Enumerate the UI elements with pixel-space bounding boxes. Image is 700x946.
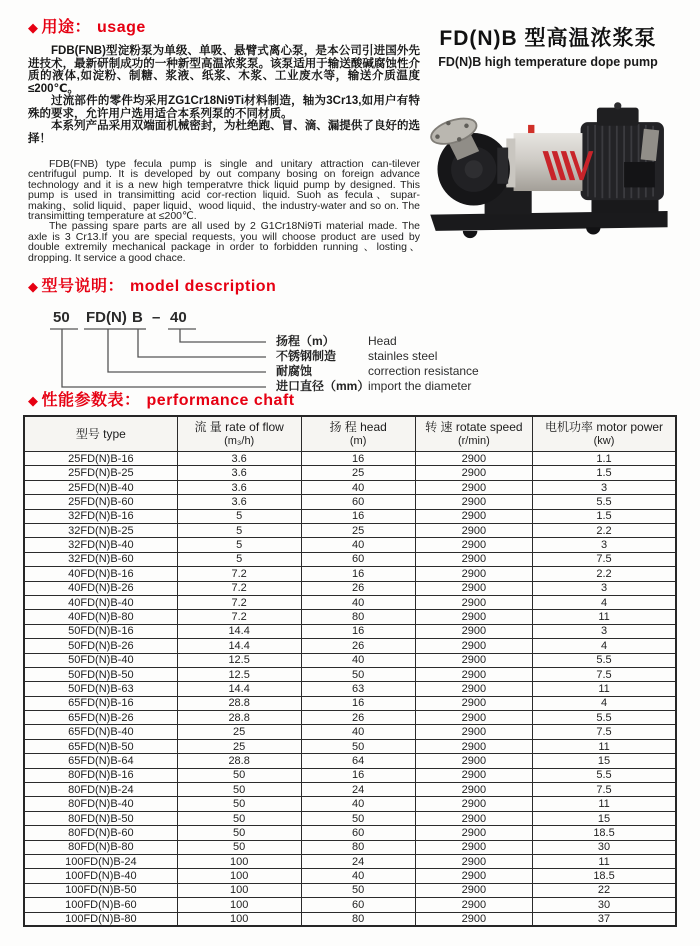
usage-text-cn [28,45,420,145]
model-label-cn: 扬程（m） [276,334,335,349]
cell-pump-type: 50FD(N)B-16 [24,624,177,638]
cell-value: 2900 [415,495,532,509]
column-header-2: 流 量 rate of flow (m₃/h) [177,416,301,452]
cell-value: 40 [301,480,415,494]
cell-value: 11 [533,855,676,869]
cell-value: 2.2 [533,567,676,581]
table-row [24,466,676,480]
cell-value: 16 [301,567,415,581]
table-row [24,581,676,595]
cell-value: 7.5 [533,783,676,797]
cell-value: 2900 [415,912,532,926]
table-row [24,538,676,552]
cell-value: 14.4 [177,624,301,638]
model-heading-en: model description [130,278,277,296]
cell-value: 100 [177,912,301,926]
cell-value: 24 [301,855,415,869]
usage-text-en [28,159,420,263]
cell-value: 7.2 [177,581,301,595]
model-code-head: 40 [170,309,187,327]
cell-value: 12.5 [177,667,301,681]
cell-value: 50 [177,783,301,797]
cell-value: 7.5 [533,552,676,566]
table-row [24,509,676,523]
model-label-cn: 不锈钢制造 [276,349,337,364]
model-description-heading [28,277,676,297]
table-row [24,452,676,466]
cell-value: 80 [301,912,415,926]
model-label-en: stainles steel [368,349,438,364]
cell-value: 100 [177,855,301,869]
cell-value: 30 [533,840,676,854]
cell-value: 2900 [415,667,532,681]
usage-heading-cn: 用途： [41,19,92,36]
cell-value: 80 [301,840,415,854]
cell-pump-type: 100FD(N)B-60 [24,898,177,912]
cell-value: 28.8 [177,696,301,710]
diamond-icon: ◆ [28,393,39,409]
table-row [24,610,676,624]
cell-pump-type: 80FD(N)B-50 [24,811,177,825]
cell-value: 2900 [415,639,532,653]
cell-value: 60 [301,495,415,509]
cell-value: 22 [533,883,676,897]
table-row [24,624,676,638]
cell-pump-type: 32FD(N)B-25 [24,524,177,538]
cell-value: 2900 [415,797,532,811]
cell-value: 24 [301,783,415,797]
cell-pump-type: 40FD(N)B-40 [24,595,177,609]
cell-value: 3 [533,624,676,638]
table-row [24,754,676,768]
usage-column [28,18,420,263]
performance-heading-en: performance chaft [146,392,295,410]
cell-value: 16 [301,624,415,638]
cell-value: 40 [301,538,415,552]
table-row [24,696,676,710]
cell-value: 15 [533,754,676,768]
cell-value: 26 [301,639,415,653]
model-connector-lines [28,301,668,394]
cell-value: 2900 [415,739,532,753]
cell-value: 2900 [415,682,532,696]
cell-value: 40 [301,869,415,883]
cell-value: 2900 [415,768,532,782]
cell-value: 2900 [415,754,532,768]
cell-value: 26 [301,581,415,595]
cell-pump-type: 80FD(N)B-24 [24,783,177,797]
table-row [24,725,676,739]
cell-pump-type: 80FD(N)B-40 [24,797,177,811]
cell-value: 2900 [415,624,532,638]
cell-pump-type: 50FD(N)B-40 [24,653,177,667]
cell-value: 25 [177,739,301,753]
diamond-icon: ◆ [28,279,39,295]
cell-pump-type: 65FD(N)B-26 [24,711,177,725]
cell-value: 28.8 [177,754,301,768]
cell-value: 25 [301,466,415,480]
cell-pump-type: 25FD(N)B-16 [24,452,177,466]
cell-value: 37 [533,912,676,926]
performance-heading [28,391,676,411]
cell-value: 50 [177,840,301,854]
cell-value: 4 [533,639,676,653]
cell-pump-type: 32FD(N)B-60 [24,552,177,566]
usage-paragraph-cn-2: 过流部件的零件均采用ZG1Cr18Ni9Ti材料制造，轴为3Cr13,如用户有特殊的要求，允许用户选用适合本系列泵的不同材质。 [28,95,420,120]
cell-value: 63 [301,682,415,696]
cell-value: 4 [533,595,676,609]
model-label-en: correction resistance [368,364,479,379]
usage-heading-en: usage [97,19,146,36]
cell-value: 3.6 [177,466,301,480]
cell-value: 40 [301,653,415,667]
cell-value: 60 [301,898,415,912]
table-row [24,524,676,538]
cell-pump-type: 50FD(N)B-26 [24,639,177,653]
table-row [24,883,676,897]
cell-value: 18.5 [533,869,676,883]
cell-pump-type: 50FD(N)B-63 [24,682,177,696]
product-title-block [438,22,657,69]
cell-value: 100 [177,898,301,912]
model-label-cn: 进口直径（mm） [276,379,370,394]
cell-value: 50 [301,811,415,825]
cell-value: 2900 [415,452,532,466]
cell-value: 5.5 [533,495,676,509]
cell-value: 100 [177,883,301,897]
cell-value: 2900 [415,552,532,566]
cell-value: 11 [533,797,676,811]
cell-value: 2900 [415,653,532,667]
cell-value: 14.4 [177,639,301,653]
cell-value: 3 [533,581,676,595]
cell-value: 5 [177,538,301,552]
cell-value: 1.1 [533,452,676,466]
cell-value: 80 [301,610,415,624]
table-row [24,480,676,494]
cell-pump-type: 80FD(N)B-80 [24,840,177,854]
product-title-cn: FD(N)B 型高温浓浆泵 [439,27,657,50]
model-code-dash: – [152,309,161,327]
cell-value: 16 [301,452,415,466]
cell-value: 7.2 [177,610,301,624]
cell-value: 2900 [415,840,532,854]
cell-pump-type: 100FD(N)B-40 [24,869,177,883]
cell-value: 2900 [415,524,532,538]
usage-paragraph-cn-3: 本系列产品采用双端面机械密封，为杜绝跑、冒、滴、漏提供了良好的选择！ [28,120,420,145]
title-and-photo-column [420,18,676,263]
cell-value: 40 [301,797,415,811]
cell-value: 50 [177,811,301,825]
cell-value: 5.5 [533,768,676,782]
table-row [24,898,676,912]
cell-value: 11 [533,610,676,624]
product-title-en: FD(N)B high temperature dope pump [438,55,658,69]
cell-value: 5 [177,509,301,523]
cell-pump-type: 50FD(N)B-50 [24,667,177,681]
cell-value: 2900 [415,595,532,609]
usage-paragraph-en-2: The passing spare parts are all used by 2 G1Cr18Ni9Ti material made. The axle is 3 Cr13.If you are special requests, you will choose product are used by double extremily mechanical package in order to forbidden running 、losting、dropping. It service a good chace. [28,220,420,264]
performance-heading-cn: 性能参数表： [41,392,141,410]
cell-value: 60 [301,826,415,840]
pump-photo-wrap [421,95,675,254]
column-header-5: 电机功率 motor power (kw) [533,416,676,452]
table-row [24,639,676,653]
cell-pump-type: 25FD(N)B-40 [24,480,177,494]
cell-value: 7.2 [177,595,301,609]
diamond-icon: ◆ [28,20,39,35]
cell-value: 11 [533,682,676,696]
cell-value: 5.5 [533,653,676,667]
table-header-row [24,416,676,452]
cell-pump-type: 100FD(N)B-50 [24,883,177,897]
table-row [24,552,676,566]
cell-value: 50 [301,883,415,897]
cell-value: 40 [301,595,415,609]
top-section [28,18,676,263]
cell-pump-type: 100FD(N)B-24 [24,855,177,869]
model-code-series: FD(N) [86,309,127,327]
table-row [24,667,676,681]
cell-value: 16 [301,768,415,782]
cell-value: 7.2 [177,567,301,581]
cell-value: 2900 [415,883,532,897]
model-code-material: B [132,309,143,327]
cell-value: 1.5 [533,466,676,480]
table-row [24,653,676,667]
cell-value: 14.4 [177,682,301,696]
cell-value: 25 [177,725,301,739]
table-row [24,855,676,869]
cell-value: 5 [177,524,301,538]
cell-value: 2900 [415,869,532,883]
cell-value: 50 [177,768,301,782]
cell-value: 30 [533,898,676,912]
table-row [24,840,676,854]
column-header-3: 扬 程 head (m) [301,416,415,452]
cell-value: 100 [177,869,301,883]
table-row [24,595,676,609]
cell-value: 3.6 [177,480,301,494]
cell-value: 3 [533,480,676,494]
cell-value: 3.6 [177,495,301,509]
cell-value: 2900 [415,725,532,739]
cell-value: 16 [301,696,415,710]
cell-value: 15 [533,811,676,825]
table-row [24,495,676,509]
table-row [24,912,676,926]
cell-pump-type: 80FD(N)B-16 [24,768,177,782]
cell-value: 7.5 [533,725,676,739]
cell-value: 2900 [415,480,532,494]
column-header-1: 型号 type [24,416,177,452]
cell-pump-type: 40FD(N)B-80 [24,610,177,624]
cell-value: 25 [301,524,415,538]
cell-value: 28.8 [177,711,301,725]
cell-value: 50 [301,667,415,681]
cell-pump-type: 65FD(N)B-50 [24,739,177,753]
cell-value: 12.5 [177,653,301,667]
cell-pump-type: 65FD(N)B-64 [24,754,177,768]
cell-pump-type: 40FD(N)B-16 [24,567,177,581]
cell-value: 64 [301,754,415,768]
table-row [24,567,676,581]
cell-value: 16 [301,509,415,523]
cell-value: 1.5 [533,509,676,523]
cell-pump-type: 65FD(N)B-16 [24,696,177,710]
table-row [24,797,676,811]
cell-value: 2900 [415,855,532,869]
model-label-en: Head [368,334,397,349]
cell-pump-type: 80FD(N)B-60 [24,826,177,840]
cell-value: 60 [301,552,415,566]
column-header-4: 转 速 rotate speed (r/min) [415,416,532,452]
cell-value: 2900 [415,538,532,552]
performance-table [23,415,677,927]
cell-value: 18.5 [533,826,676,840]
cell-value: 2900 [415,696,532,710]
cell-value: 7.5 [533,667,676,681]
cell-value: 3.6 [177,452,301,466]
cell-value: 4 [533,696,676,710]
usage-paragraph-cn-1: FDB(FNB)型淀粉泵为单级、单吸、悬臂式离心泵，是本公司引进国外先进技术，最新研制成功的一种新型高温浓浆泵。该泵适用于输送酸碱腐蚀性介质的液体,如淀粉、制糖、浆液、纸浆、木浆、工业废水等，输送介质温度≤200℃。 [28,45,420,95]
cell-value: 2900 [415,811,532,825]
table-body [24,452,676,927]
table-row [24,869,676,883]
table-row [24,826,676,840]
cell-value: 2900 [415,783,532,797]
cell-pump-type: 32FD(N)B-16 [24,509,177,523]
table-row [24,811,676,825]
cell-value: 26 [301,711,415,725]
table-row [24,768,676,782]
model-code-diagram [28,301,676,394]
cell-value: 50 [301,739,415,753]
cell-value: 50 [177,797,301,811]
cell-value: 50 [177,826,301,840]
table-row [24,739,676,753]
usage-heading [28,18,420,38]
cell-value: 2900 [415,567,532,581]
cell-pump-type: 32FD(N)B-40 [24,538,177,552]
cell-value: 40 [301,725,415,739]
cell-pump-type: 40FD(N)B-26 [24,581,177,595]
cell-value: 11 [533,739,676,753]
cell-value: 2900 [415,466,532,480]
cell-pump-type: 25FD(N)B-60 [24,495,177,509]
cell-value: 2900 [415,826,532,840]
cell-pump-type: 25FD(N)B-25 [24,466,177,480]
cell-value: 2.2 [533,524,676,538]
cell-value: 2900 [415,581,532,595]
cell-pump-type: 100FD(N)B-80 [24,912,177,926]
pump-photo [421,95,675,249]
cell-value: 2900 [415,898,532,912]
usage-paragraph-en-1: FDB(FNB) type fecula pump is single and unitary attraction can-tilever centrifugul pump. It is developed by out company bosing on foreign advance technology and it is a new high temperatvre thick liquid pump by designed. This pump is used in transimitting acid cor-rection liquid. Suoh as fecula、supar-making、solid liquid、paper liquid、wood liquid、the industry-water and so on. The transimitting temperature at ≤200℃. [28,158,420,223]
table-row [24,711,676,725]
cell-pump-type: 65FD(N)B-40 [24,725,177,739]
model-label-cn: 耐腐蚀 [276,364,313,379]
model-code-size: 50 [53,309,70,327]
cell-value: 5.5 [533,711,676,725]
table-row [24,682,676,696]
cell-value: 2900 [415,509,532,523]
model-label-en: import the diameter [368,379,472,394]
cell-value: 3 [533,538,676,552]
cell-value: 5 [177,552,301,566]
table-row [24,783,676,797]
model-heading-cn: 型号说明： [41,278,125,296]
cell-value: 2900 [415,711,532,725]
cell-value: 2900 [415,610,532,624]
